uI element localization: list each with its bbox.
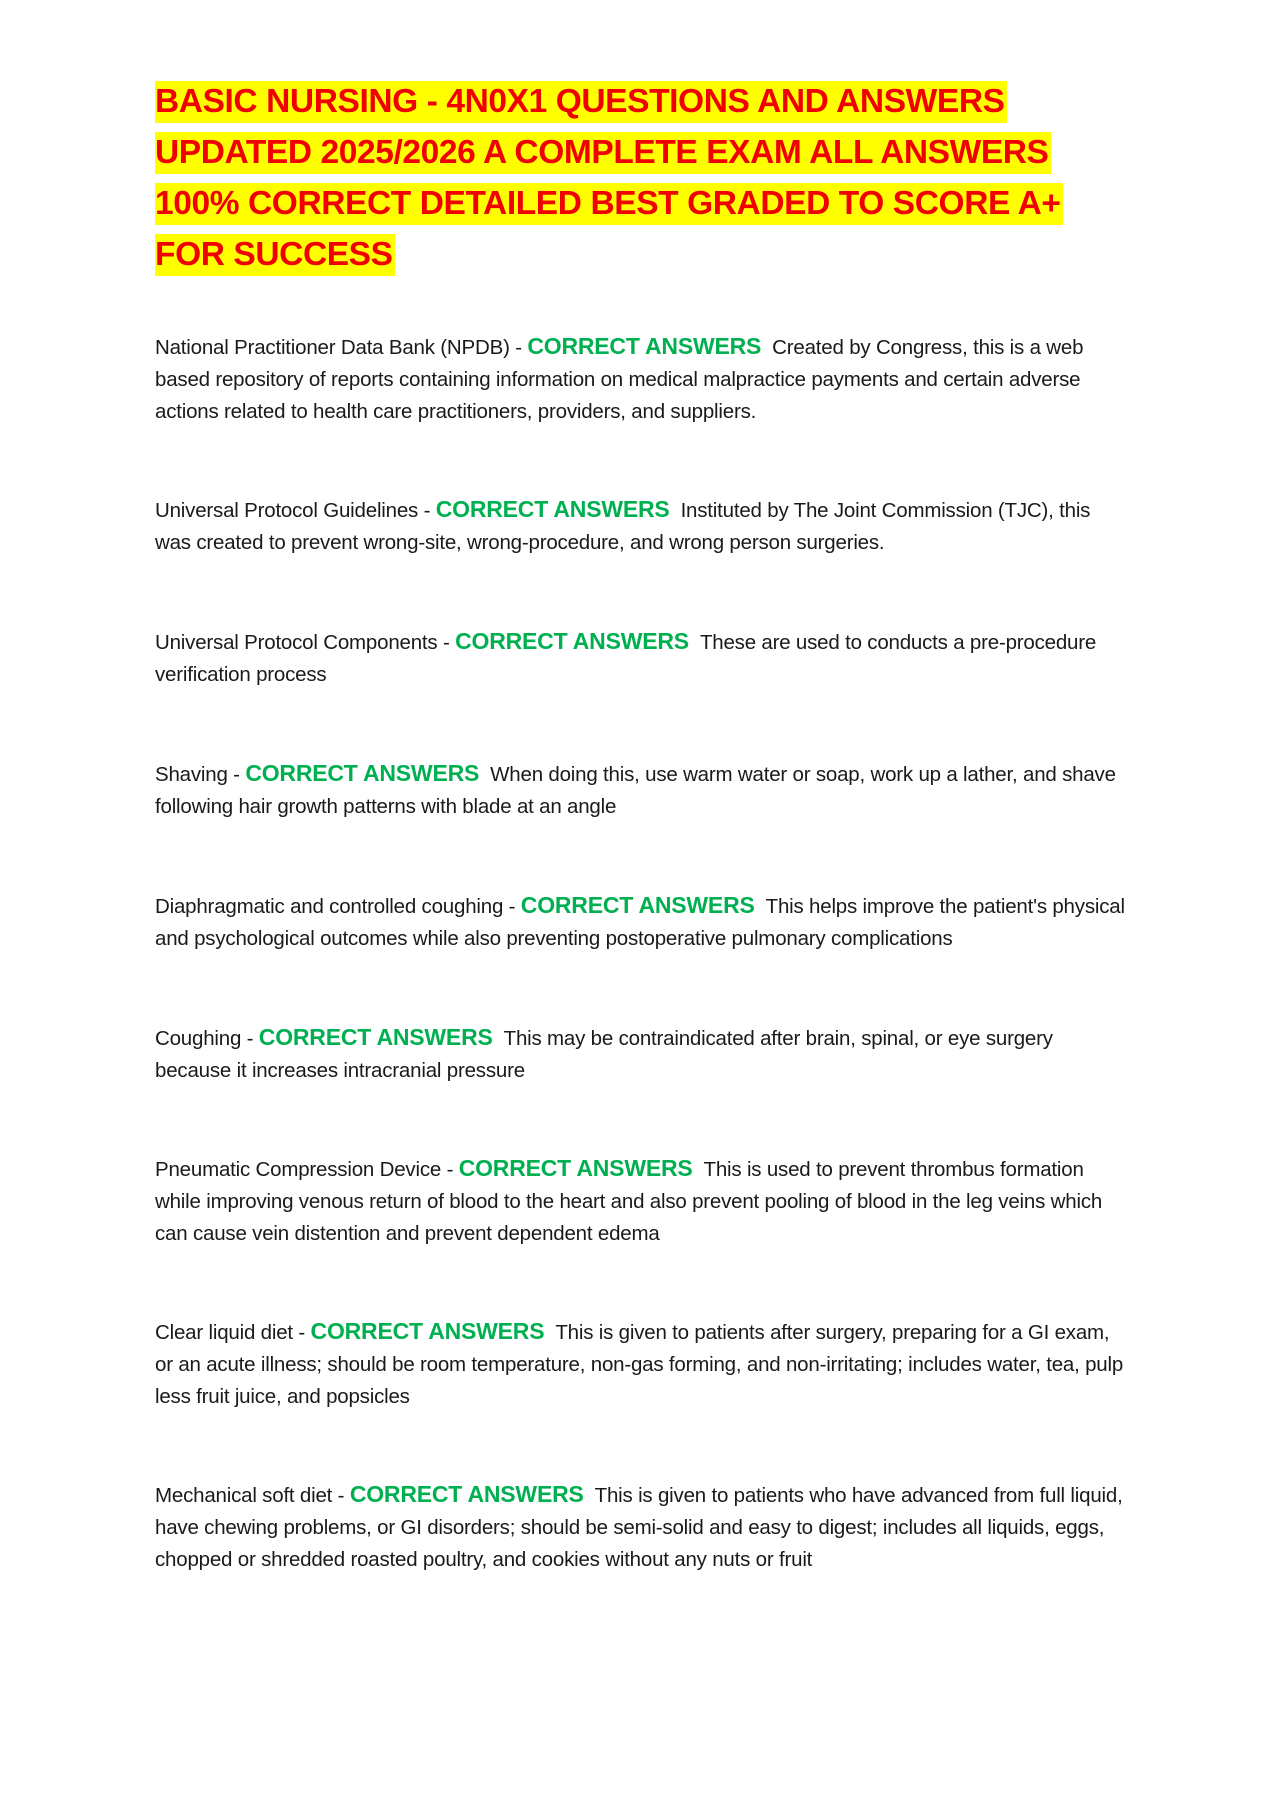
document-title bbox=[155, 76, 1115, 280]
term-separator: - bbox=[292, 1321, 311, 1344]
term-separator: - bbox=[441, 1158, 459, 1181]
correct-answers-label: CORRECT ANSWERS bbox=[310, 1318, 545, 1344]
answer-text: These are used to conducts a pre-procedure verification process bbox=[155, 631, 1097, 686]
term-separator: - bbox=[509, 336, 528, 359]
question-term: Pneumatic Compression Device bbox=[155, 1158, 442, 1181]
term-separator: - bbox=[418, 499, 436, 522]
question-term: Mechanical soft diet bbox=[155, 1484, 333, 1507]
term-separator: - bbox=[241, 1027, 259, 1050]
qa-item bbox=[155, 757, 1130, 823]
correct-answers-label: CORRECT ANSWERS bbox=[520, 892, 755, 918]
answer-text: When doing this, use warm water or soap, work up a lather, and shave following hair growth patterns with blade at an angle bbox=[155, 763, 1116, 818]
term-separator: - bbox=[332, 1484, 350, 1507]
qa-item bbox=[155, 625, 1130, 691]
correct-answers-label: CORRECT ANSWERS bbox=[349, 1481, 584, 1507]
correct-answers-label: CORRECT ANSWERS bbox=[245, 760, 480, 786]
answer-text: This is given to patients after surgery, preparing for a GI exam, or an acute illness; should be room temperature, non-gas forming, and non-irritating; includes water, tea, pulp less fruit juice, and popsicles bbox=[155, 1321, 1124, 1408]
correct-answers-label: CORRECT ANSWERS bbox=[527, 333, 762, 359]
answer-text: This helps improve the patient's physical and psychological outcomes while also preventing postoperative pulmonary complications bbox=[155, 895, 1125, 950]
correct-answers-label: CORRECT ANSWERS bbox=[258, 1024, 493, 1050]
qa-item bbox=[155, 1478, 1130, 1576]
qa-item bbox=[155, 889, 1130, 955]
correct-answers-label: CORRECT ANSWERS bbox=[455, 628, 689, 654]
correct-answers-label: CORRECT ANSWERS bbox=[435, 496, 670, 522]
question-term: Universal Protocol Components bbox=[155, 631, 438, 654]
qa-item bbox=[155, 1152, 1130, 1250]
qa-item bbox=[155, 330, 1130, 428]
qa-item bbox=[155, 493, 1130, 559]
term-separator: - bbox=[227, 763, 246, 786]
answer-text: This is given to patients who have advanced from full liquid, have chewing problems, or GI disorders; should be semi-solid and easy to digest; includes all liquids, eggs, chopped or shredded roasted poultry, and cookies without any nuts or fruit bbox=[155, 1484, 1123, 1571]
question-term: National Practitioner Data Bank (NPDB) bbox=[155, 336, 510, 359]
term-separator: - bbox=[503, 895, 521, 918]
question-term: Universal Protocol Guidelines bbox=[155, 499, 419, 522]
term-separator: - bbox=[437, 631, 456, 654]
question-term: Diaphragmatic and controlled coughing bbox=[155, 895, 504, 918]
qa-item bbox=[155, 1021, 1130, 1087]
title-highlight: BASIC NURSING - 4N0X1 QUESTIONS AND ANSWERS UPDATED 2025/2026 A COMPLETE EXAM ALL ANSWERS 100% CORRECT DETAILED BEST GRADED TO SCORE A+ FOR SUCCESS bbox=[155, 81, 1063, 276]
answer-text: Instituted by The Joint Commission (TJC), this was created to prevent wrong-site, wrong-procedure, and wrong person surgeries. bbox=[155, 499, 1091, 554]
qa-item bbox=[155, 1315, 1130, 1413]
answer-text: This may be contraindicated after brain, spinal, or eye surgery because it increases intracranial pressure bbox=[155, 1027, 1053, 1082]
correct-answers-label: CORRECT ANSWERS bbox=[458, 1155, 693, 1181]
question-term: Shaving bbox=[155, 763, 228, 786]
question-term: Clear liquid diet bbox=[155, 1321, 293, 1344]
question-term: Coughing bbox=[155, 1027, 242, 1050]
answer-text: This is used to prevent thrombus formation while improving venous return of blood to the heart and also prevent pooling of blood in the leg veins which can cause vein distention and prevent dependent edema bbox=[155, 1158, 1103, 1245]
answer-text: Created by Congress, this is a web based repository of reports containing information on medical malpractice payments and certain adverse actions related to health care practitioners, providers, and suppliers. bbox=[155, 336, 1084, 423]
